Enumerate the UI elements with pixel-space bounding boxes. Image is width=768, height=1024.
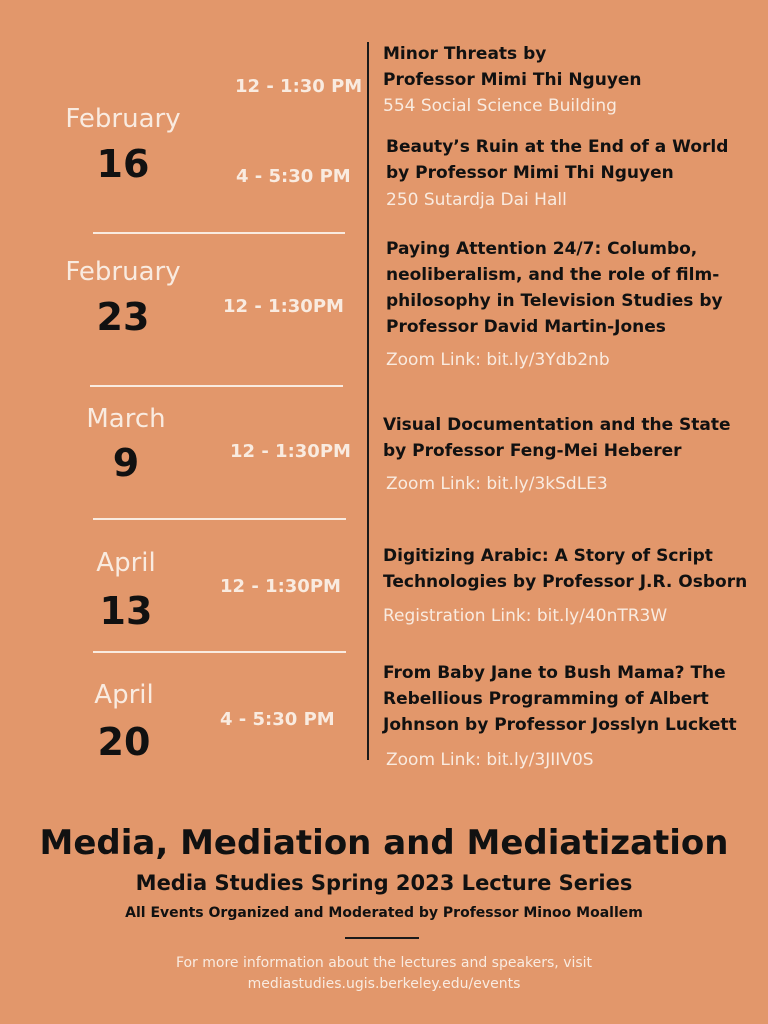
date-month: April <box>94 680 154 710</box>
footer-info: For more information about the lectures and speakers, visit <box>175 955 593 971</box>
column-divider <box>367 42 369 760</box>
date-day: 13 <box>99 589 153 633</box>
date-month: April <box>96 548 156 578</box>
lecture-time: 4 - 5:30 PM <box>236 166 351 187</box>
lecture-time: 12 - 1:30 PM <box>235 76 363 97</box>
date-divider <box>93 232 345 234</box>
series-subtitle: Media Studies Spring 2023 Lecture Series <box>135 871 633 895</box>
date-divider <box>90 385 343 387</box>
lecture-title: Visual Documentation and the State by Professor Feng-Mei Heberer <box>383 415 731 461</box>
series-title: Media, Mediation and Mediatization <box>39 823 729 863</box>
date-day: 20 <box>97 720 151 764</box>
lecture-time: 12 - 1:30PM <box>223 296 344 317</box>
date-day: 9 <box>112 441 140 485</box>
lecture-time: 4 - 5:30 PM <box>220 709 335 730</box>
lecture-location: 554 Social Science Building <box>383 96 617 116</box>
lecture-title: Paying Attention 24/7: Columbo, neoliberalism, and the role of film- philosophy in Television Studies by Professor David Martin-Jones <box>386 239 723 337</box>
lecture-time: 12 - 1:30PM <box>220 576 341 597</box>
date-divider <box>93 651 346 653</box>
lecture-title: From Baby Jane to Bush Mama? The Rebellious Programming of Albert Johnson by Professor Josslyn Luckett <box>383 663 737 735</box>
lecture-location: 250 Sutardja Dai Hall <box>386 190 567 210</box>
date-day: 16 <box>96 142 150 186</box>
zoom-link[interactable]: Zoom Link: bit.ly/3Ydb2nb <box>386 350 610 370</box>
footer-url[interactable]: mediastudies.ugis.berkeley.edu/events <box>247 976 521 992</box>
lecture-time: 12 - 1:30PM <box>230 441 351 462</box>
date-month: February <box>65 257 181 287</box>
date-divider <box>93 518 346 520</box>
lecture-title: Digitizing Arabic: A Story of Script Technologies by Professor J.R. Osborn <box>383 546 748 592</box>
lecture-title: Beauty’s Ruin at the End of a World by Professor Mimi Thi Nguyen <box>386 137 729 183</box>
zoom-link[interactable]: Zoom Link: bit.ly/3JIIV0S <box>386 750 594 770</box>
date-month: March <box>86 404 166 434</box>
date-month: February <box>65 104 181 134</box>
footer-divider <box>345 937 419 939</box>
registration-link[interactable]: Registration Link: bit.ly/40nTR3W <box>383 606 668 626</box>
series-organizer: All Events Organized and Moderated by Professor Minoo Moallem <box>125 905 643 921</box>
date-day: 23 <box>96 295 150 339</box>
lecture-title: Minor Threats by Professor Mimi Thi Nguyen <box>383 44 642 90</box>
zoom-link[interactable]: Zoom Link: bit.ly/3kSdLE3 <box>386 474 608 494</box>
